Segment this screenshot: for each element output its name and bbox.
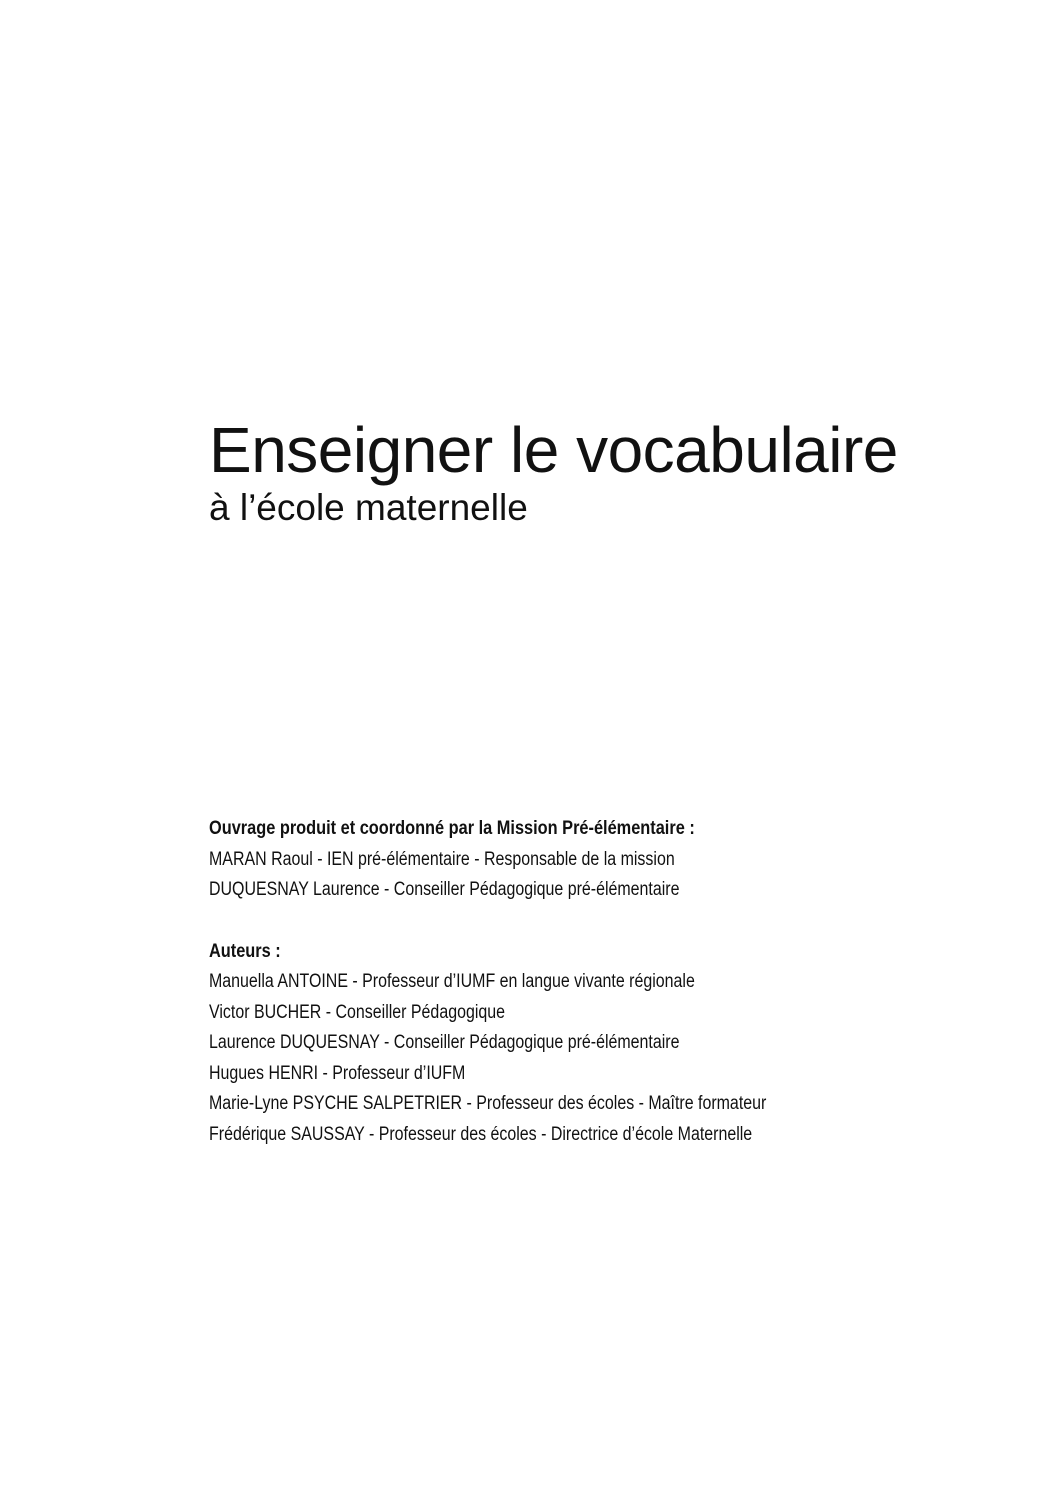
author-line: Frédérique SAUSSAY - Professeur des écoles - Directrice d’école Maternelle xyxy=(209,1123,753,1145)
subtitle: à l’école maternelle xyxy=(209,487,528,528)
production-line: DUQUESNAY Laurence - Conseiller Pédagogique pré-élémentaire xyxy=(209,879,680,900)
production-section xyxy=(209,814,1009,906)
author-line: Manuella ANTOINE - Professeur d’IUMF en langue vivante régionale xyxy=(209,971,695,992)
author-line: Laurence DUQUESNAY - Conseiller Pédagogique pré-élémentaire xyxy=(209,1032,680,1053)
author-line: Victor BUCHER - Conseiller Pédagogique xyxy=(209,1001,505,1023)
production-line: MARAN Raoul - IEN pré-élémentaire - Responsable de la mission xyxy=(209,848,675,870)
section-spacer xyxy=(209,906,1009,937)
author-line: Marie-Lyne PSYCHE SALPETRIER - Professeur des écoles - Maître formateur xyxy=(209,1093,767,1114)
authors-heading: Auteurs : xyxy=(209,940,281,962)
authors-section xyxy=(209,937,1009,1151)
author-line: Hugues HENRI - Professeur d’IUFM xyxy=(209,1062,466,1084)
main-title: Enseigner le vocabulaire xyxy=(209,414,898,486)
title-block xyxy=(209,412,1009,528)
credits-block xyxy=(209,814,1009,1150)
production-heading: Ouvrage produit et coordonné par la Mission Pré-élémentaire : xyxy=(209,818,695,839)
